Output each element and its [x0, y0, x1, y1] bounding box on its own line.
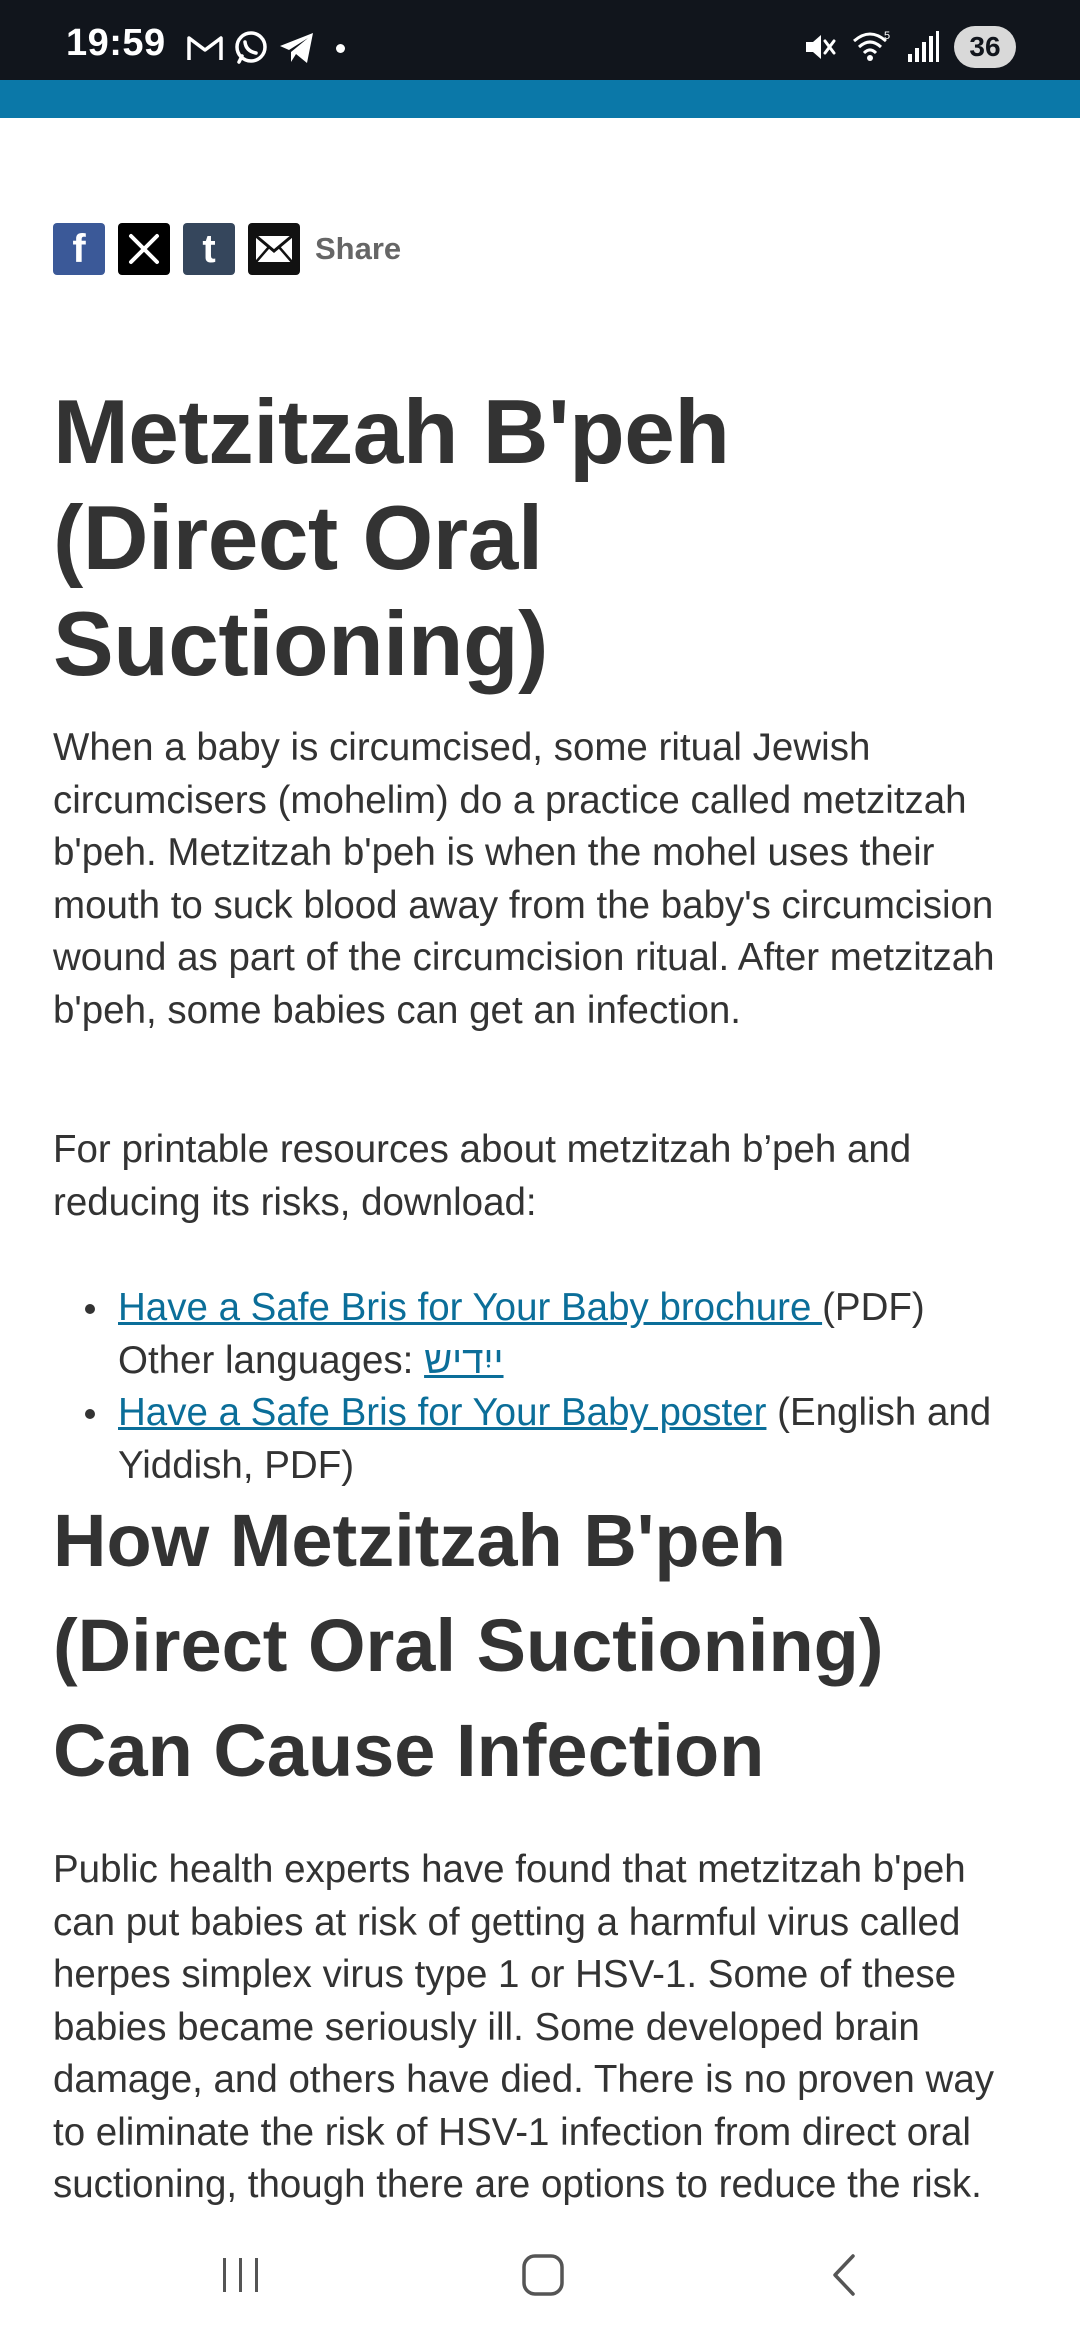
home-icon[interactable] — [493, 2240, 593, 2310]
resources-intro: For printable resources about metzitzah b’peh and reducing its risks, download: — [53, 1128, 912, 1224]
svg-text:5: 5 — [884, 30, 891, 42]
section-title: How Metzitzah B'peh (Direct Oral Suctioning) Can Cause Infection — [53, 1499, 884, 1792]
share-toolbar — [53, 222, 401, 276]
list-item — [53, 1282, 1033, 1387]
whatsapp-icon — [232, 29, 270, 67]
telegram-icon — [278, 30, 316, 66]
recents-icon[interactable] — [191, 2240, 291, 2310]
section-paragraph: Public health experts have found that metzitzah b'peh can put babies at risk of getting a harmful virus called herpes simplex virus type 1 or HSV-1. Some of these babies became seriously ill. Some developed brain damage, and others have died. There is no proven way to eliminate the risk of HSV-1 infection from direct oral suctioning, though there are options to reduce the risk. — [53, 1848, 994, 2206]
share-label[interactable]: Share — [315, 231, 402, 266]
mute-icon — [802, 29, 838, 65]
signal-icon — [906, 30, 940, 64]
site-header-bar — [0, 80, 1080, 118]
battery-icon: 36 — [954, 26, 1016, 68]
navigation-bar — [0, 2210, 1080, 2340]
resource-list — [53, 1282, 1033, 1492]
status-time: 19:59 — [66, 22, 166, 64]
email-icon[interactable] — [248, 223, 300, 275]
poster-format: (English and Yiddish, PDF) — [118, 1391, 992, 1487]
other-languages-label: Other languages: — [118, 1338, 425, 1382]
brochure-link[interactable]: Have a Safe Bris for Your Baby brochure — [118, 1286, 823, 1329]
status-notification-icons — [186, 28, 345, 68]
list-item — [53, 1387, 1033, 1492]
back-icon[interactable] — [795, 2240, 895, 2310]
facebook-icon[interactable]: f — [53, 223, 105, 275]
wifi-icon — [852, 29, 892, 65]
brochure-format: (PDF) — [822, 1286, 925, 1329]
article-content — [53, 118, 1033, 2210]
notification-dot — [336, 44, 345, 53]
tumblr-icon[interactable]: t — [183, 223, 235, 275]
status-system-icons — [802, 24, 1016, 70]
yiddish-link[interactable]: ייִדיש — [424, 1338, 504, 1382]
poster-link[interactable]: Have a Safe Bris for Your Baby poster — [118, 1391, 767, 1434]
x-icon[interactable] — [118, 223, 170, 275]
intro-paragraph: When a baby is circumcised, some ritual Jewish circumcisers (mohelim) do a practice called metzitzah b'peh. Metzitzah b'peh is when the mohel uses their mouth to suck blood away from the baby's circumcision wound as part of the circumcision ritual. After metzitzah b'peh, some babies can get an infection. — [53, 726, 995, 1032]
page-title: Metzitzah B'peh (Direct Oral Suctioning) — [53, 382, 730, 695]
gmail-icon — [186, 33, 224, 63]
status-bar — [0, 0, 1080, 80]
